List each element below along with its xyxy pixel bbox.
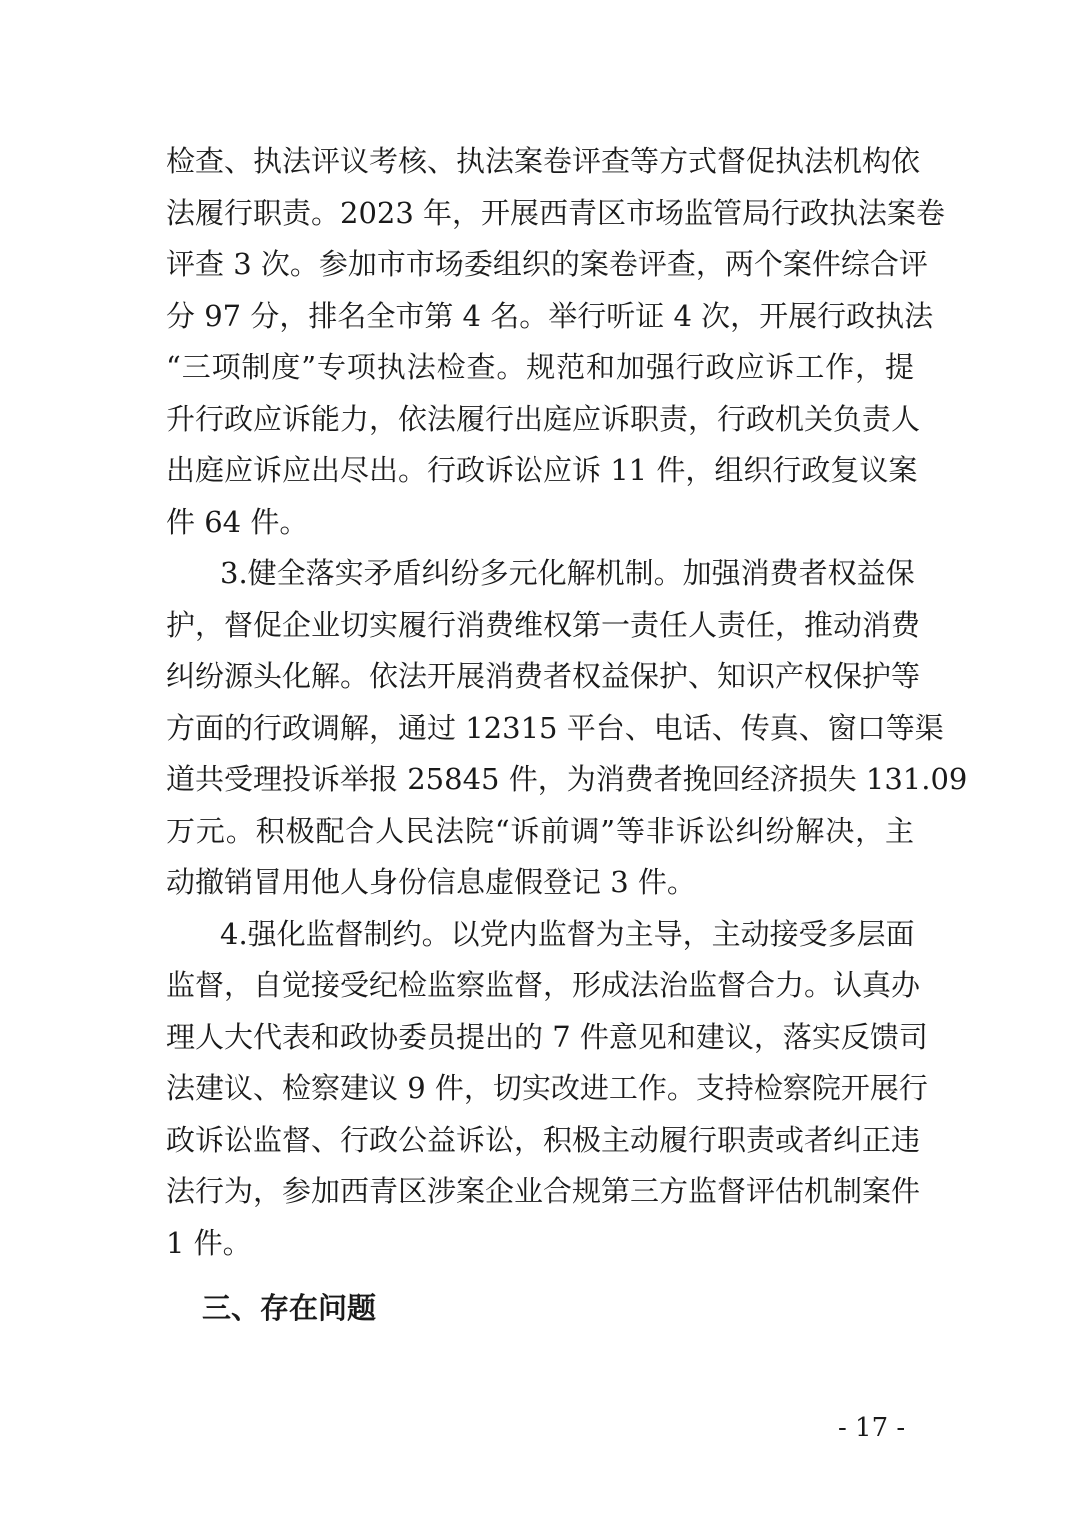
text-line: 检查、执法评议考核、执法案卷评查等方式督促执法机构依 bbox=[166, 144, 921, 178]
text-line: 3.健全落实矛盾纠纷多元化解机制。加强消费者权益保 bbox=[220, 556, 915, 590]
text-line: 理人大代表和政协委员提出的 7 件意见和建议，落实反馈司 bbox=[166, 1019, 928, 1054]
text-line: 道共受理投诉举报 25845 件，为消费者挽回经济损失 131.09 bbox=[166, 762, 968, 796]
paragraph-dispute-resolution bbox=[166, 548, 968, 909]
text-line: 件 64 件。 bbox=[166, 504, 309, 539]
body-text bbox=[166, 136, 968, 1269]
text-line: 方面的行政调解，通过 12315 平台、电话、传真、窗口等渠 bbox=[166, 710, 944, 745]
text-line: 法建议、检察建议 9 件，切实改进工作。支持检察院开展行 bbox=[166, 1071, 928, 1105]
section-heading: 三、存在问题 bbox=[202, 1291, 377, 1325]
text-line: 护，督促企业切实履行消费维权第一责任人责任，推动消费 bbox=[166, 607, 921, 642]
text-line: 法行为，参加西青区涉案企业合规第三方监督评估机制案件 bbox=[166, 1174, 921, 1208]
paragraph-law-enforcement-review bbox=[166, 136, 946, 548]
text-line: 出庭应诉应出尽出。行政诉讼应诉 11 件，组织行政复议案 bbox=[166, 453, 918, 487]
text-line: “三项制度”专项执法检查。规范和加强行政应诉工作，提 bbox=[166, 350, 914, 384]
page-number: - 17 - bbox=[838, 1413, 906, 1443]
text-line: 法履行职责。2023 年，开展西青区市场监管局行政执法案卷 bbox=[166, 195, 946, 230]
text-line: 动撤销冒用他人身份信息虚假登记 3 件。 bbox=[166, 865, 696, 899]
text-line: 评查 3 次。参加市市场委组织的案卷评查，两个案件综合评 bbox=[166, 247, 928, 281]
text-line: 万元。积极配合人民法院“诉前调”等非诉讼纠纷解决，主 bbox=[166, 813, 914, 848]
paragraph-supervision bbox=[166, 909, 928, 1270]
text-line: 政诉讼监督、行政公益诉讼，积极主动履行职责或者纠正违 bbox=[166, 1122, 921, 1157]
text-line: 4.强化监督制约。以党内监督为主导，主动接受多层面 bbox=[220, 916, 915, 951]
text-line: 监督，自觉接受纪检监察监督，形成法治监督合力。认真办 bbox=[166, 968, 921, 1002]
text-line: 升行政应诉能力，依法履行出庭应诉职责，行政机关负责人 bbox=[166, 401, 921, 436]
text-line: 1 件。 bbox=[166, 1225, 252, 1260]
text-line: 纠纷源头化解。依法开展消费者权益保护、知识产权保护等 bbox=[166, 659, 921, 693]
text-line: 分 97 分，排名全市第 4 名。举行听证 4 次，开展行政执法 bbox=[166, 298, 934, 333]
